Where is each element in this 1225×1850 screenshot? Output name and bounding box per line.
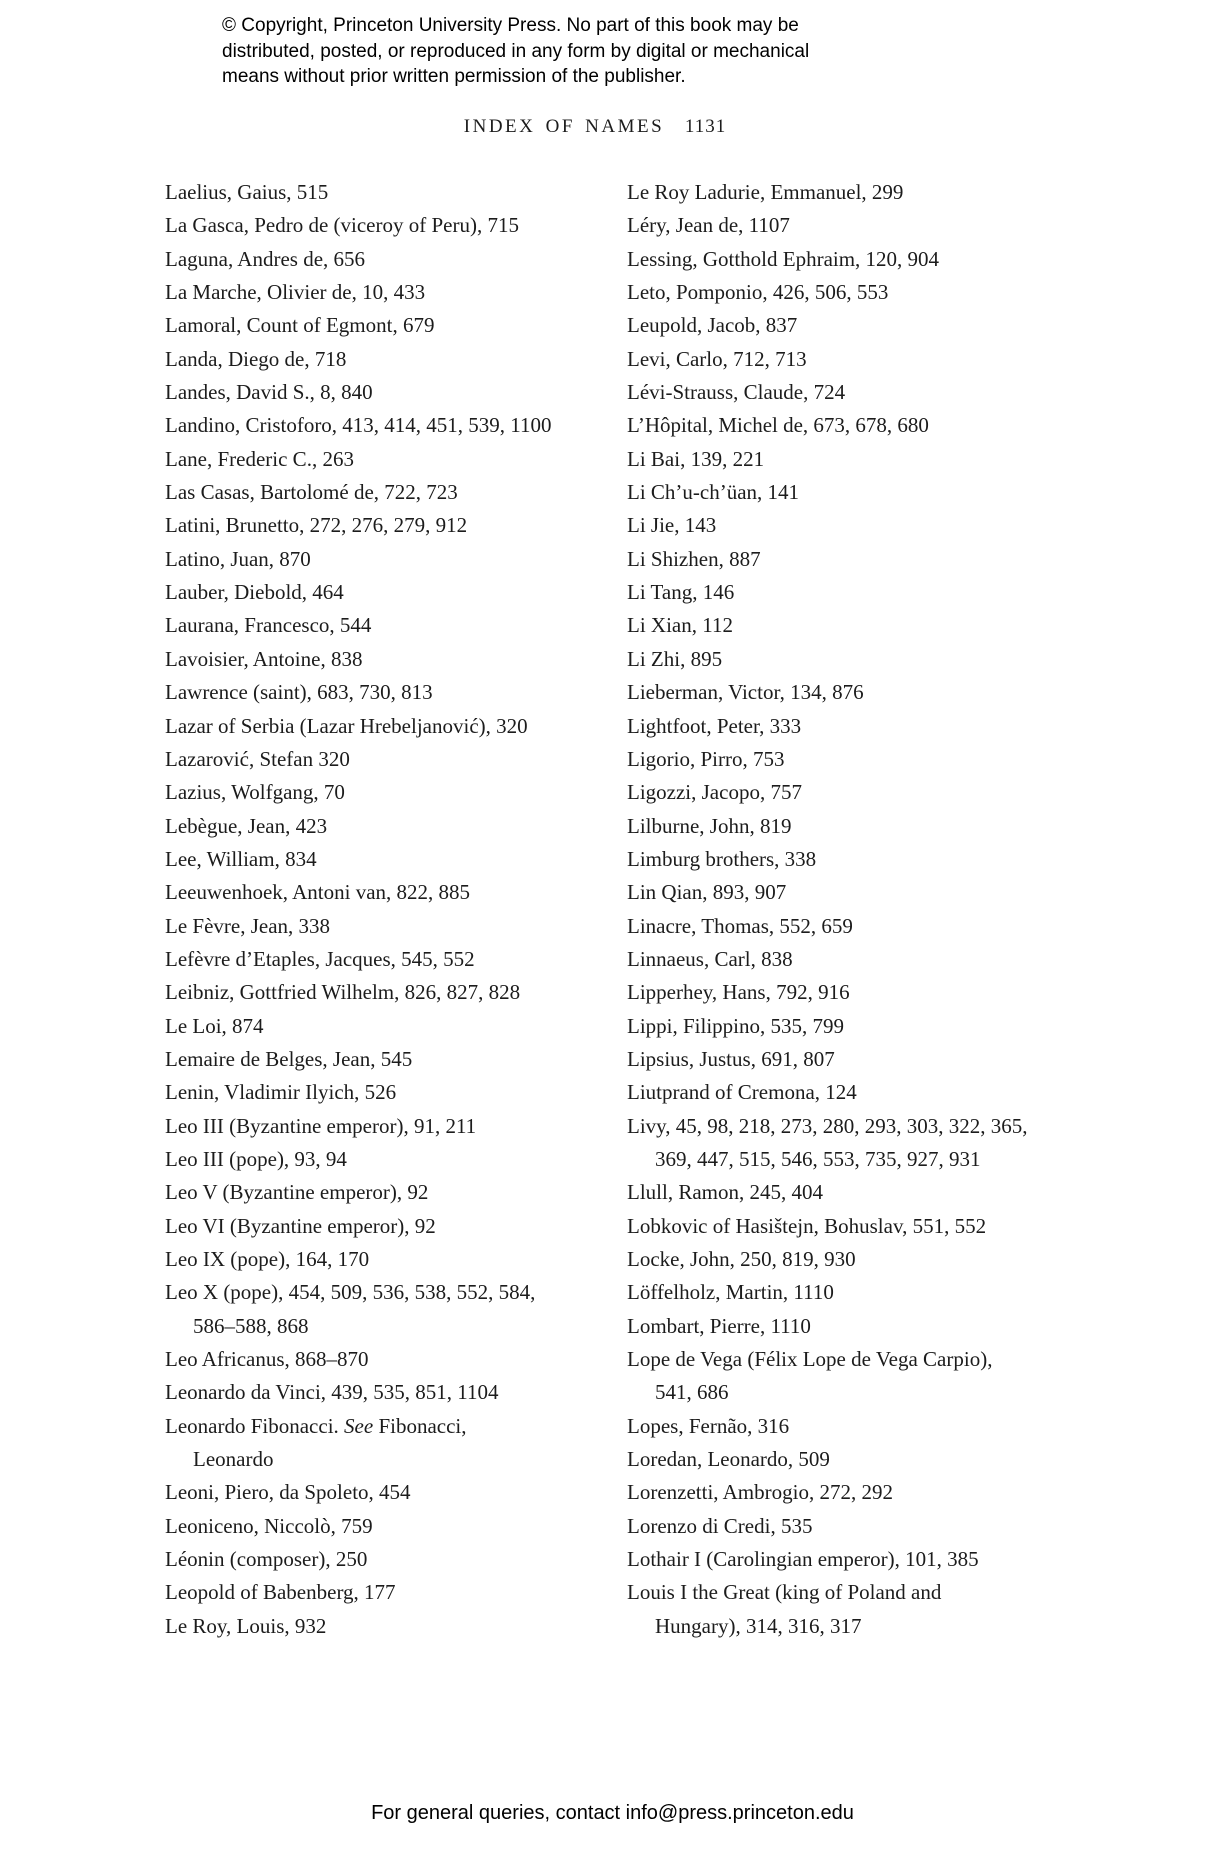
index-entry: Landa, Diego de, 718 <box>165 346 347 371</box>
index-entry: Lope de Vega (Félix Lope de Vega Carpio), 541, 686 <box>627 1347 993 1405</box>
index-entry: Lobkovic of Hasištejn, Bohuslav, 551, 552 <box>627 1213 987 1238</box>
index-entry: Latini, Brunetto, 272, 276, 279, 912 <box>165 513 468 538</box>
index-entry: Leo VI (Byzantine emperor), 92 <box>165 1213 436 1238</box>
index-entry: Lorenzetti, Ambrogio, 272, 292 <box>627 1480 893 1505</box>
index-entry: Lawrence (saint), 683, 730, 813 <box>165 680 433 705</box>
index-entry: Latino, Juan, 870 <box>165 546 311 571</box>
index-entry: Lippi, Filippino, 535, 799 <box>627 1013 845 1038</box>
index-entry: Lévi-Strauss, Claude, 724 <box>627 380 846 405</box>
running-head <box>0 116 1190 138</box>
index-entry: Ligozzi, Jacopo, 757 <box>627 780 802 805</box>
index-entry: Li Ch’u-ch’üan, 141 <box>627 480 800 505</box>
index-entry: Lazarović, Stefan 320 <box>165 746 350 771</box>
index-entry: Ligorio, Pirro, 753 <box>627 746 785 771</box>
index-entry: Lauber, Diebold, 464 <box>165 580 344 605</box>
index-entry: Lemaire de Belges, Jean, 545 <box>165 1046 413 1071</box>
index-entry: Lilburne, John, 819 <box>627 813 792 838</box>
index-entry: Lessing, Gotthold Ephraim, 120, 904 <box>627 246 940 271</box>
index-entry: Li Shizhen, 887 <box>627 546 761 571</box>
index-entry: Liutprand of Cremona, 124 <box>627 1080 857 1105</box>
index-title: INDEX OF NAMES <box>463 116 665 137</box>
index-entry: Lipsius, Justus, 691, 807 <box>627 1046 835 1071</box>
index-entry: Linacre, Thomas, 552, 659 <box>627 913 853 938</box>
copyright-line: distributed, posted, or reproduced in any form by digital or mechanical <box>222 40 810 62</box>
index-entry: Lee, William, 834 <box>165 846 317 871</box>
index-entry: Loredan, Leonardo, 509 <box>627 1447 830 1472</box>
index-entry: Li Bai, 139, 221 <box>627 446 765 471</box>
index-entry: Leonardo Fibonacci. See Fibonacci, Leonardo <box>165 1413 467 1472</box>
index-entry: Landino, Cristoforo, 413, 414, 451, 539, 1100 <box>165 413 552 438</box>
index-entry: Le Roy Ladurie, Emmanuel, 299 <box>627 180 904 204</box>
index-entry: Leo III (pope), 93, 94 <box>165 1146 347 1171</box>
index-entry: Lazar of Serbia (Lazar Hrebeljanović), 320 <box>165 713 528 738</box>
index-entry: Leonardo da Vinci, 439, 535, 851, 1104 <box>165 1380 499 1405</box>
index-entry: Lieberman, Victor, 134, 876 <box>627 680 864 705</box>
page-number: 1131 <box>684 116 727 137</box>
index-entry: Le Roy, Louis, 932 <box>165 1613 327 1638</box>
index-entry: Lopes, Fernão, 316 <box>627 1413 790 1438</box>
index-entry: Levi, Carlo, 712, 713 <box>627 346 807 371</box>
index-entry: Llull, Ramon, 245, 404 <box>627 1180 823 1205</box>
index-entry: Leo IX (pope), 164, 170 <box>165 1247 370 1271</box>
index-entry: Leo X (pope), 454, 509, 536, 538, 552, 584, 586–588, 868 <box>165 1280 536 1338</box>
index-entry: Leupold, Jacob, 837 <box>627 313 798 338</box>
index-entry: Landes, David S., 8, 840 <box>165 380 373 405</box>
index-entry: Laguna, Andres de, 656 <box>165 246 366 271</box>
footer-contact: For general queries, contact info@press.princeton.edu <box>371 1802 854 1824</box>
index-entry: Le Fèvre, Jean, 338 <box>165 913 331 938</box>
index-entry: Lorenzo di Credi, 535 <box>627 1513 813 1538</box>
index-entry: Louis I the Great (king of Poland and Hungary), 314, 316, 317 <box>627 1580 942 1638</box>
index-entry: Livy, 45, 98, 218, 273, 280, 293, 303, 322, 365, 369, 447, 515, 546, 553, 735, 927, 931 <box>627 1113 1028 1171</box>
index-entry: Lamoral, Count of Egmont, 679 <box>165 313 435 338</box>
index-entry: Li Xian, 112 <box>627 613 733 638</box>
index-entry: Leeuwenhoek, Antoni van, 822, 885 <box>165 880 471 905</box>
index-entry: Locke, John, 250, 819, 930 <box>627 1247 856 1271</box>
index-entry: Leopold of Babenberg, 177 <box>165 1580 396 1605</box>
index-entry: Lipperhey, Hans, 792, 916 <box>627 980 850 1005</box>
index-entry: Li Zhi, 895 <box>627 646 723 671</box>
index-entry: Lane, Frederic C., 263 <box>165 446 354 471</box>
index-entry: Lazius, Wolfgang, 70 <box>165 780 345 805</box>
copyright-line: © Copyright, Princeton University Press. No part of this book may be <box>222 15 799 36</box>
index-entry: Lavoisier, Antoine, 838 <box>165 646 363 671</box>
index-entry: Lombart, Pierre, 1110 <box>627 1313 811 1338</box>
index-entry: Leo III (Byzantine emperor), 91, 211 <box>165 1113 477 1138</box>
index-entry: Lebègue, Jean, 423 <box>165 813 328 838</box>
index-entry: Leoniceno, Niccolò, 759 <box>165 1513 373 1538</box>
index-entry: Lenin, Vladimir Ilyich, 526 <box>165 1080 397 1105</box>
index-entry: Linnaeus, Carl, 838 <box>627 946 793 971</box>
index-entry: La Gasca, Pedro de (viceroy of Peru), 715 <box>165 213 519 238</box>
index-entry: Leto, Pomponio, 426, 506, 553 <box>627 280 889 305</box>
index-entry: Las Casas, Bartolomé de, 722, 723 <box>165 480 458 505</box>
index-entry: Lin Qian, 893, 907 <box>627 880 787 905</box>
index-entry: Li Tang, 146 <box>627 580 735 605</box>
index-entry: Laelius, Gaius, 515 <box>165 180 329 204</box>
index-entry: L’Hôpital, Michel de, 673, 678, 680 <box>627 413 929 438</box>
index-entry: Löffelholz, Martin, 1110 <box>627 1280 834 1305</box>
index-column-right <box>627 176 1102 1643</box>
index-entry: Leoni, Piero, da Spoleto, 454 <box>165 1480 411 1505</box>
index-entry: Li Jie, 143 <box>627 513 717 538</box>
index-entry: Leo Africanus, 868–870 <box>165 1347 369 1372</box>
copyright-line: means without prior written permission of the publisher. <box>222 66 686 87</box>
index-entry: Lightfoot, Peter, 333 <box>627 713 802 738</box>
index-entry: Limburg brothers, 338 <box>627 846 817 871</box>
index-entry: La Marche, Olivier de, 10, 433 <box>165 280 426 305</box>
index-entry: Léry, Jean de, 1107 <box>627 213 790 238</box>
index-entry: Léonin (composer), 250 <box>165 1547 368 1572</box>
index-column-left <box>165 176 640 1643</box>
index-entry: Leo V (Byzantine emperor), 92 <box>165 1180 429 1205</box>
copyright-notice <box>222 13 809 90</box>
index-entry: Le Loi, 874 <box>165 1013 264 1038</box>
index-entry: Laurana, Francesco, 544 <box>165 613 372 638</box>
index-entry: Lefèvre d’Etaples, Jacques, 545, 552 <box>165 946 475 971</box>
index-entry: Lothair I (Carolingian emperor), 101, 385 <box>627 1547 979 1572</box>
index-entry: Leibniz, Gottfried Wilhelm, 826, 827, 828 <box>165 980 521 1005</box>
